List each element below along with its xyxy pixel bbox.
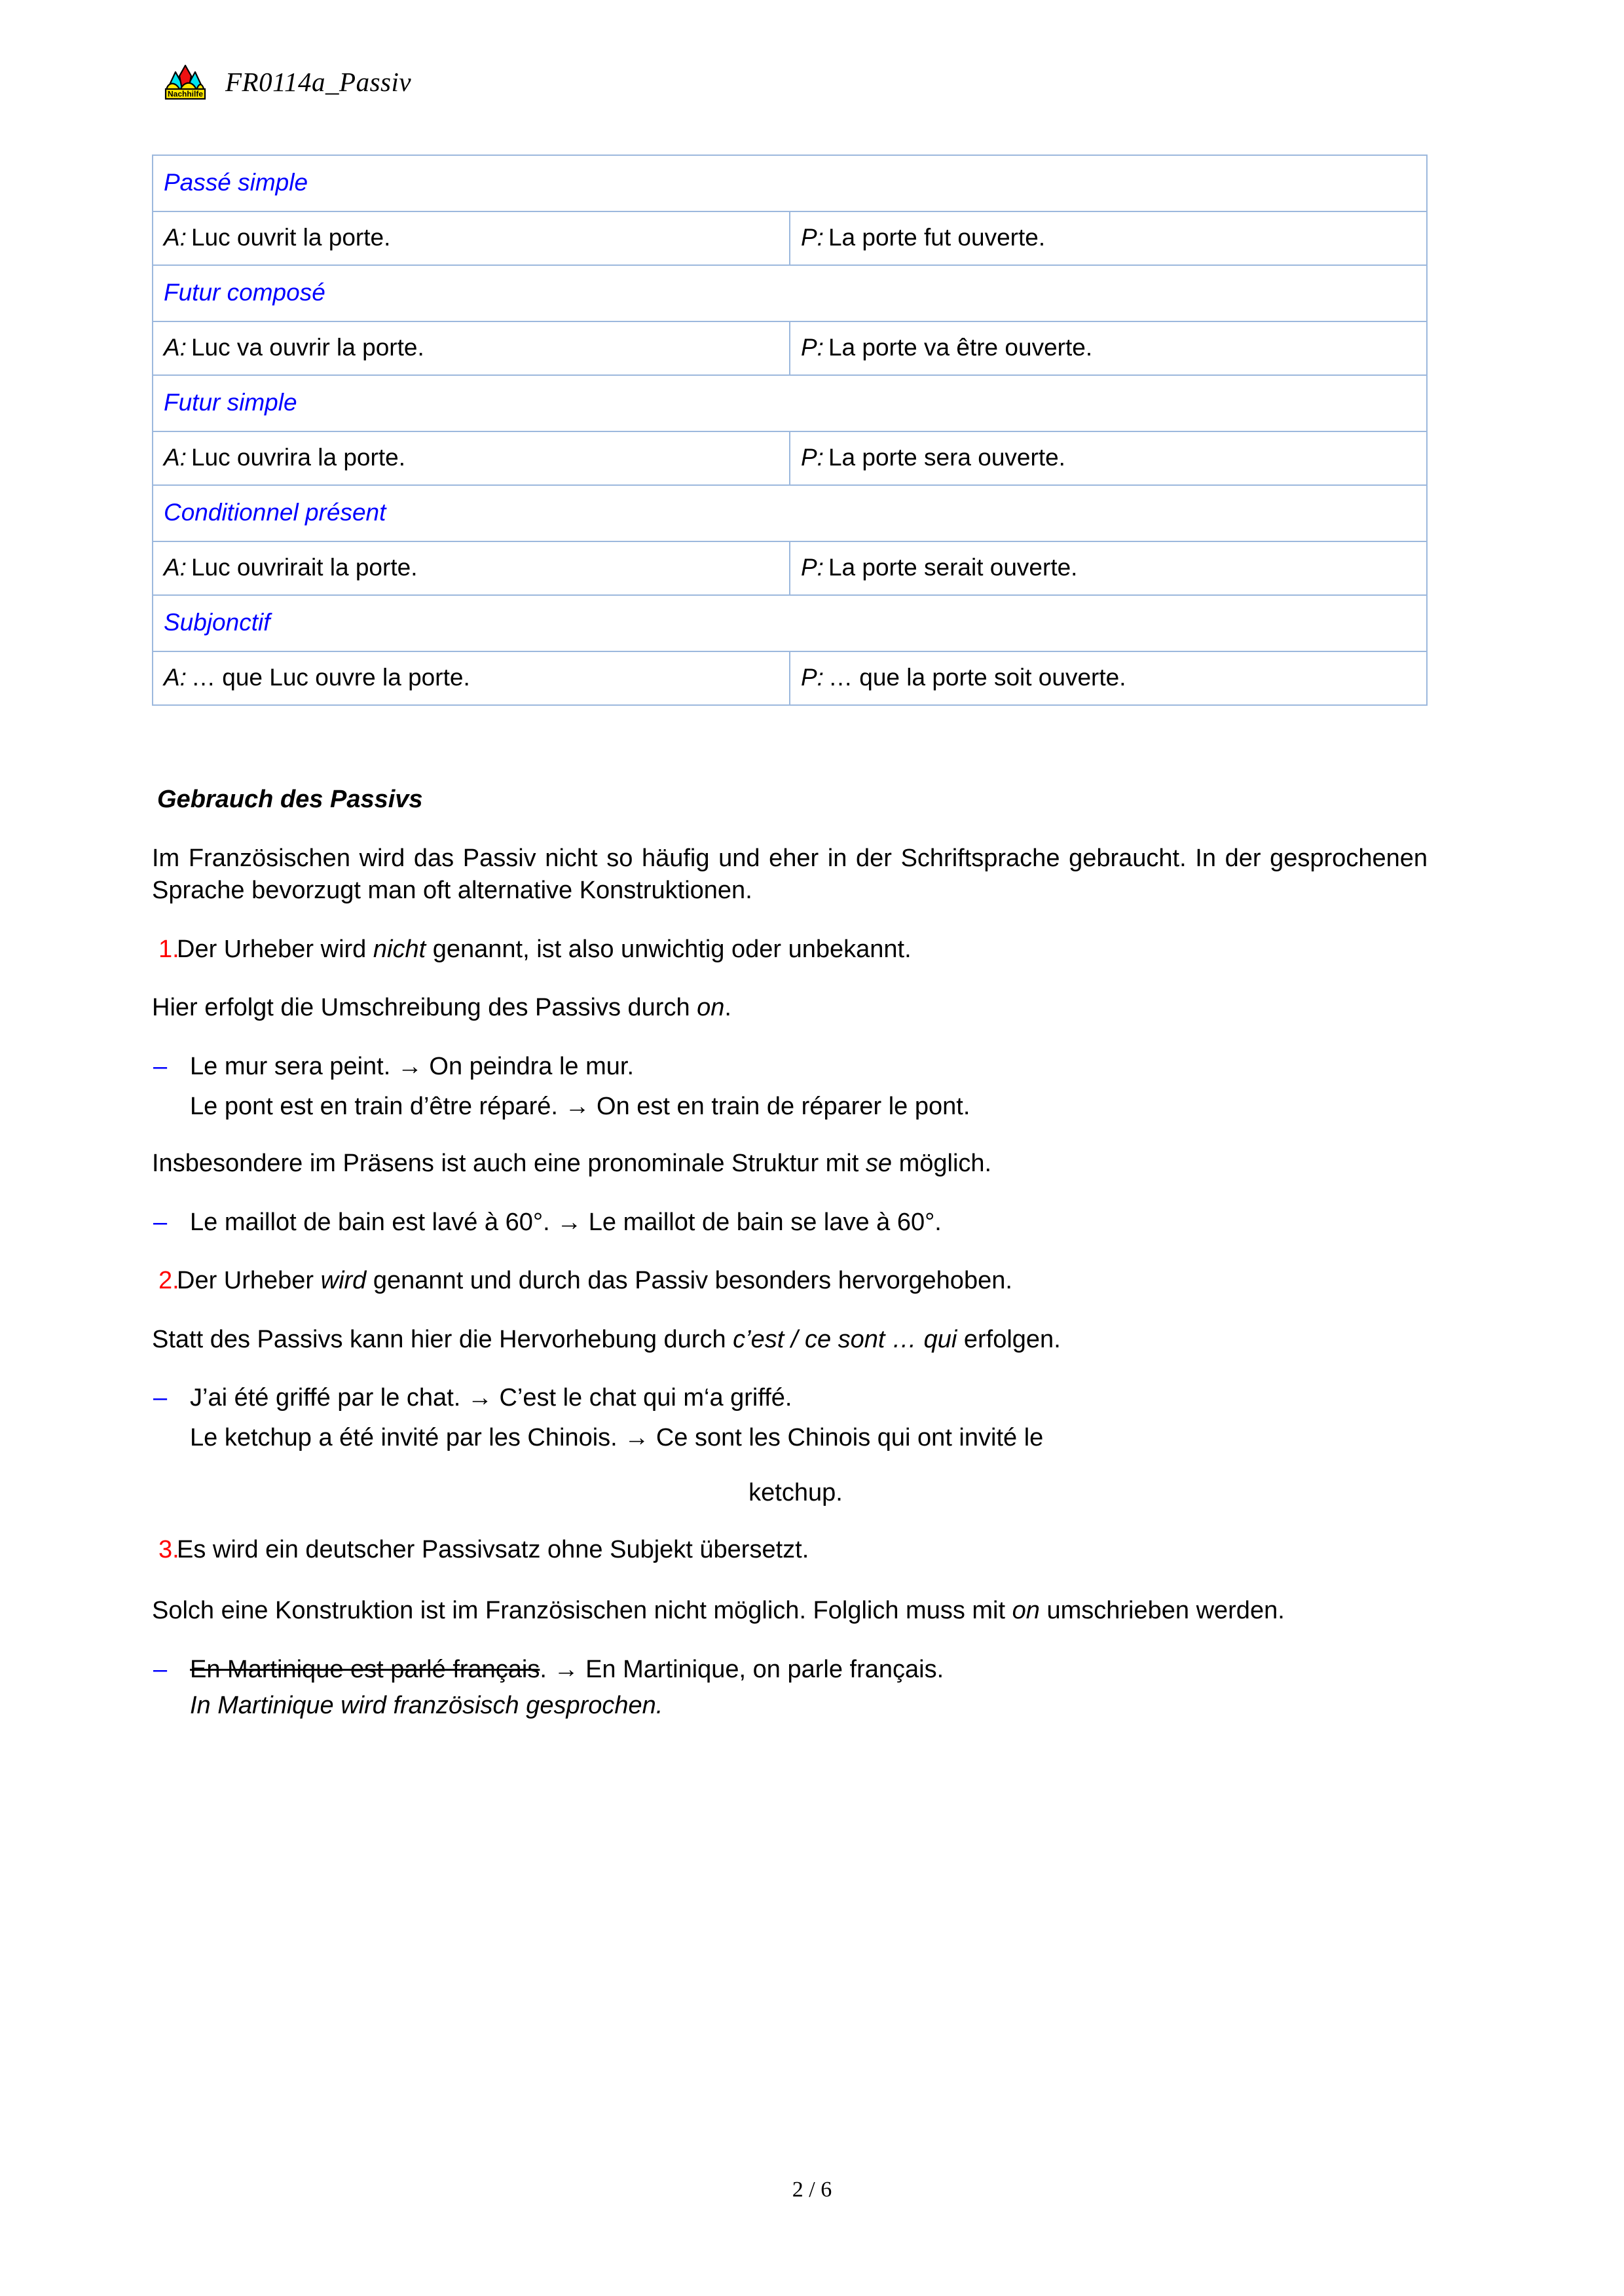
para-solch-after: umschrieben werden. [1039, 1597, 1285, 1625]
passive-sentence: La porte fut ouverte. [828, 224, 1046, 251]
table-row-tense-header [153, 265, 1427, 321]
active-tag: A: [164, 664, 187, 691]
item2-text-before: Der Urheber [177, 1267, 321, 1295]
arrow-icon: → [467, 1383, 492, 1412]
paragraph-on [152, 992, 1428, 1024]
passive-sentence: La porte va être ouverte. [828, 334, 1093, 361]
table-row [153, 321, 1427, 375]
dash-bullet-icon: – [153, 1052, 168, 1080]
passive-sentence: La porte serait ouverte. [828, 554, 1078, 581]
para-on-emphasis: on [697, 994, 725, 1022]
tense-header-futur-simple: Futur simple [153, 375, 1427, 431]
list-number-1: 1. [158, 935, 179, 963]
example-mur-left: Le mur sera peint. [190, 1052, 391, 1080]
list-number-2: 2. [158, 1267, 179, 1295]
nachhilfe-logo-icon [162, 63, 208, 101]
active-cell-conditionnel-present [153, 541, 790, 595]
passive-tag: P: [801, 224, 824, 251]
passive-tag: P: [801, 554, 824, 581]
dash-bullet-icon: – [153, 1208, 168, 1236]
example-pont-left: Le pont est en train d’être réparé. [190, 1092, 558, 1120]
active-tag: A: [164, 554, 187, 581]
example-chat [152, 1382, 1428, 1414]
table-row-tense-header [153, 375, 1427, 431]
active-sentence: Luc ouvrit la porte. [191, 224, 391, 251]
para-on-after: . [724, 994, 731, 1022]
active-cell-futur-simple [153, 431, 790, 485]
para-solch-emphasis: on [1012, 1597, 1040, 1625]
table-row [153, 651, 1427, 705]
page-footer [0, 2178, 1624, 2202]
active-cell-passe-simple [153, 211, 790, 265]
item1-emphasis: nicht [373, 935, 426, 963]
example-ketchup-tail: ketchup. [748, 1478, 843, 1506]
example-chat-right: C’est le chat qui m‘a griffé. [499, 1383, 792, 1412]
example-pont-right: On est en train de réparer le pont. [597, 1092, 970, 1120]
example-mur [152, 1051, 1428, 1083]
example-chat-left: J’ai été griffé par le chat. [190, 1383, 461, 1412]
example-maillot [152, 1207, 1428, 1239]
active-sentence: … que Luc ouvre la porte. [191, 664, 470, 691]
example-mur-right: On peindra le mur. [429, 1052, 634, 1080]
arrow-icon: → [564, 1092, 590, 1120]
passive-cell-conditionnel-present [790, 541, 1427, 595]
table-row-tense-header [153, 485, 1427, 541]
page-number: 2 / 6 [792, 2178, 832, 2202]
document-title: FR0114a_Passiv [225, 67, 412, 97]
para-cest-after: erfolgen. [957, 1325, 1061, 1353]
paragraph-solch [152, 1595, 1428, 1627]
document-header [162, 63, 411, 101]
example-pont [152, 1091, 1428, 1123]
passive-sentence: … que la porte soit ouverte. [828, 664, 1126, 691]
example-martinique-right: En Martinique, on parle français. [585, 1655, 944, 1683]
example-martinique-translation: In Martinique wird französisch gesprochen. [190, 1692, 663, 1720]
item2-text-after: genannt und durch das Passiv besonders hervorgehoben. [366, 1267, 1012, 1295]
passive-tag: P: [801, 664, 824, 691]
example-martinique-struck: En Martinique est parlé français [190, 1655, 540, 1683]
arrow-icon: → [553, 1655, 579, 1683]
item2-emphasis: wird [320, 1267, 367, 1295]
table-row-tense-header [153, 595, 1427, 651]
item1-text-after: genannt, ist also unwichtig oder unbekannt. [426, 935, 912, 963]
item3-text: Es wird ein deutscher Passivsatz ohne Subjekt übersetzt. [177, 1536, 809, 1564]
para-se-after: möglich. [892, 1150, 992, 1178]
dash-bullet-icon: – [153, 1655, 168, 1683]
para-cest-before: Statt des Passivs kann hier die Hervorhebung durch [152, 1325, 733, 1353]
para-se-emphasis: se [865, 1150, 893, 1178]
active-sentence: Luc va ouvrir la porte. [191, 334, 424, 361]
numbered-item-1 [152, 934, 1428, 966]
active-tag: A: [164, 224, 187, 251]
passive-tag: P: [801, 334, 824, 361]
logo-label: Nachhilfe [167, 89, 204, 99]
example-ketchup [152, 1422, 1428, 1454]
list-number-3: 3. [158, 1536, 179, 1564]
paragraph-cest [152, 1324, 1428, 1356]
para-cest-emphasis: c’est / ce sont … qui [733, 1325, 957, 1353]
example-maillot-left: Le maillot de bain est lavé à 60°. [190, 1208, 550, 1236]
table-row-tense-header [153, 155, 1427, 211]
dash-bullet-icon: – [153, 1383, 168, 1412]
tense-header-conditionnel-present: Conditionnel présent [153, 485, 1427, 541]
body-content [152, 786, 1428, 1747]
passive-voice-table [152, 155, 1428, 706]
passive-cell-subjonctif [790, 651, 1427, 705]
para-solch-before: Solch eine Konstruktion ist im Französischen nicht möglich. Folglich muss mit [152, 1597, 1012, 1625]
intro-paragraph: Im Französischen wird das Passiv nicht so häufig und eher in der Schriftsprache gebraucht. In der gesprochenen Sprache bevorzugt man oft alternative Konstruktionen. [152, 845, 1428, 905]
numbered-item-3 [152, 1534, 1428, 1566]
arrow-icon: → [557, 1208, 582, 1236]
para-se-before: Insbesondere im Präsens ist auch eine pronominale Struktur mit [152, 1150, 866, 1178]
section-heading: Gebrauch des Passivs [157, 786, 423, 813]
arrow-icon: → [397, 1052, 422, 1080]
para-on-before: Hier erfolgt die Umschreibung des Passivs durch [152, 994, 697, 1022]
table-row [153, 541, 1427, 595]
table-row [153, 431, 1427, 485]
passive-sentence: La porte sera ouverte. [828, 444, 1065, 471]
tense-header-subjonctif: Subjonctif [153, 595, 1427, 651]
active-sentence: Luc ouvrirait la porte. [191, 554, 418, 581]
active-cell-futur-compose [153, 321, 790, 375]
tense-header-passe-simple: Passé simple [153, 155, 1427, 211]
active-tag: A: [164, 334, 187, 361]
tense-header-futur-compose: Futur composé [153, 265, 1427, 321]
active-tag: A: [164, 444, 187, 471]
table-row [153, 211, 1427, 265]
example-martinique [152, 1654, 1428, 1686]
item1-text-before: Der Urheber wird [177, 935, 373, 963]
numbered-item-2 [152, 1265, 1428, 1297]
passive-cell-futur-simple [790, 431, 1427, 485]
active-sentence: Luc ouvrira la porte. [191, 444, 405, 471]
passive-cell-futur-compose [790, 321, 1427, 375]
passive-cell-passe-simple [790, 211, 1427, 265]
active-cell-subjonctif [153, 651, 790, 705]
passive-tag: P: [801, 444, 824, 471]
paragraph-se [152, 1148, 1428, 1180]
example-martinique-period: . [540, 1655, 547, 1683]
example-ketchup-right: Ce sont les Chinois qui ont invité le [655, 1424, 1044, 1452]
arrow-icon: → [624, 1424, 650, 1452]
example-maillot-right: Le maillot de bain se lave à 60°. [588, 1208, 942, 1236]
example-ketchup-left: Le ketchup a été invité par les Chinois. [190, 1424, 618, 1452]
